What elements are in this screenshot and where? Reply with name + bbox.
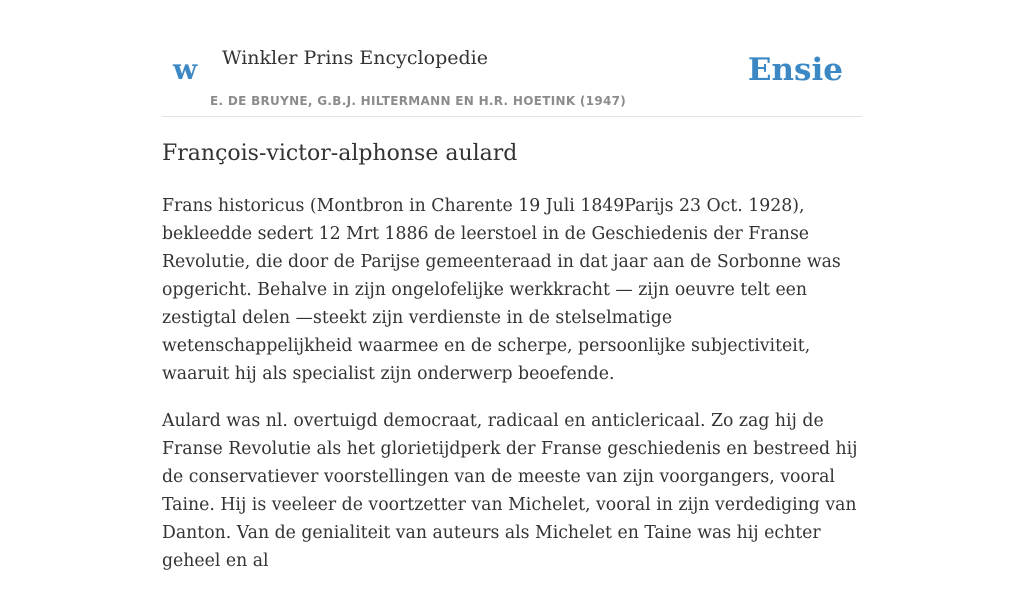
ensie-brand-logo[interactable]: Ensie	[747, 52, 843, 88]
article-paragraph: Frans historicus (Montbron in Charente 19 Juli 1849Parijs 23 Oct. 1928), bekleedde sedert 12 Mrt 1886 de leerstoel in de Geschiedenis der Franse Revolutie, die door de Parijse gemeenteraad in dat jaar aan de Sorbonne was opgericht. Behalve in zijn ongelofelijke werkkracht — zijn oeuvre telt een zestigtal delen —steekt zijn verdienste in de stelselmatige wetenschappelijkheid waarmee en de scherpe, persoonlijke subjectiviteit, waaruit hij als specialist zijn onderwerp beoefende.	[162, 196, 841, 384]
site-header	[162, 0, 862, 117]
article-title: François-victor-alphonse aulard	[162, 141, 518, 166]
logo-icon[interactable]: w	[173, 53, 198, 86]
site-title[interactable]: Winkler Prins Encyclopedie	[222, 47, 488, 69]
article-body	[162, 192, 862, 594]
authors-subtitle: E. DE BRUYNE, G.B.J. HILTERMANN EN H.R. HOETINK (1947)	[210, 94, 627, 108]
content-container	[162, 0, 862, 571]
article-paragraph: Aulard was nl. overtuigd democraat, radicaal en anticlericaal. Zo zag hij de Franse Revolutie als het glorietijdperk der Franse geschiedenis en bestreed hij de conservatiever voorstellingen van de meeste van zijn voorgangers, vooral Taine. Hij is veeleer de voortzetter van Michelet, vooral in zijn verdediging van Danton. Van de genialiteit van auteurs als Michelet en Taine was hij echter geheel en al	[162, 411, 858, 571]
